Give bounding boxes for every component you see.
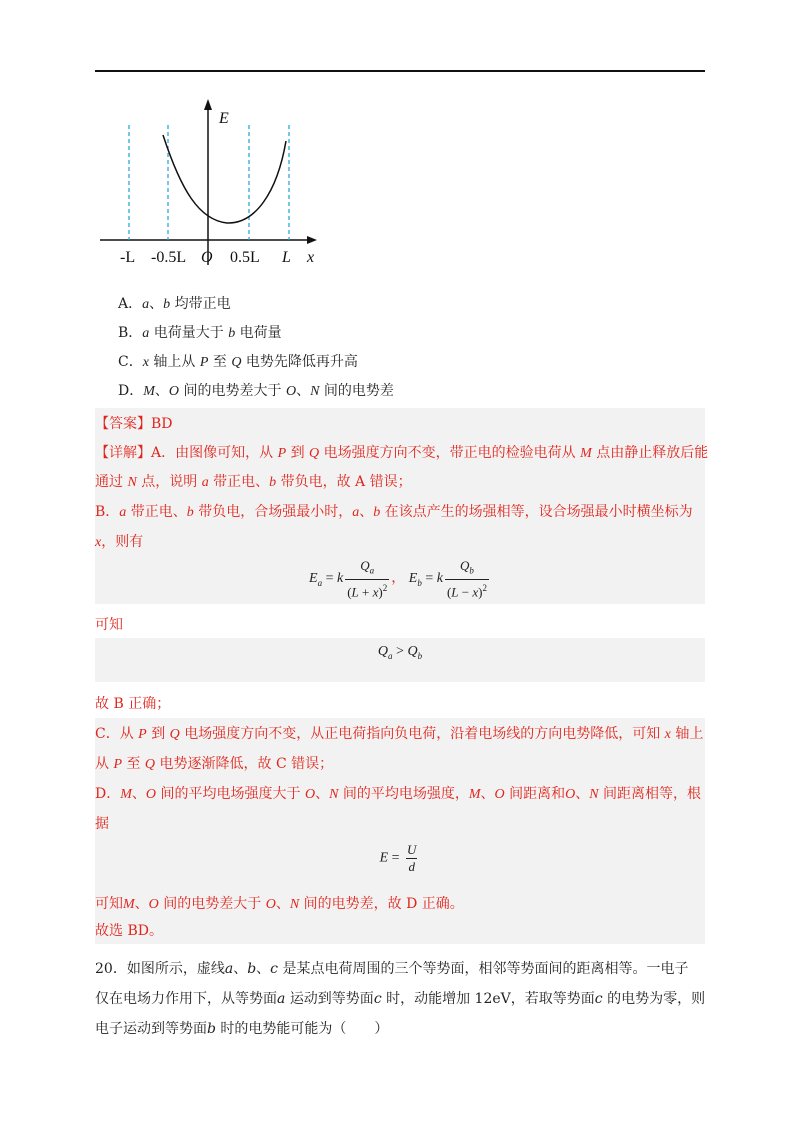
detail-b1-pre: B． bbox=[95, 504, 120, 520]
detail-a2-rest: 带负电，故 A 错误； bbox=[280, 474, 412, 490]
tick-origin: O bbox=[201, 249, 213, 266]
header-rule bbox=[95, 70, 705, 72]
graph-svg bbox=[95, 95, 335, 270]
final-answer-text: 故选 BD。 bbox=[95, 923, 163, 939]
option-c-mid1: 轴上从 bbox=[153, 354, 196, 370]
solution-panel-1 bbox=[95, 408, 709, 604]
tick-neg-l: -L bbox=[120, 249, 136, 266]
detail-a1-rest: 点由静止释放后能 bbox=[596, 445, 709, 461]
detail-b2-rest: ，则有 bbox=[101, 534, 144, 550]
detail-c1-mid2: 电场强度方向不变，从正电荷指向负电荷，沿着电场线的方向电势降低，可知 bbox=[184, 726, 661, 742]
detail-a1-pre: A．由图像可知，从 bbox=[151, 445, 274, 461]
detail-line-3: B．a 带正电、b 带负电，合场强最小时，a、b 在该点产生的场强相等，设合场强最小时横坐标为 bbox=[95, 504, 693, 520]
option-a-prefix: A． bbox=[118, 296, 143, 312]
option-c: C．x 轴上从 P 至 Q 电势先降低再升高 bbox=[118, 354, 358, 370]
option-a: A．a、b 均带正电 bbox=[118, 296, 231, 312]
detail-a1-mid2: 电场强度方向不变，带正电的检验电荷从 bbox=[323, 445, 576, 461]
detail-line-d1: D．M、O 间的平均电场强度大于 O、N 间的平均电场强度，M、O 间距离和O、N 间距离相等，根 bbox=[95, 786, 702, 802]
detail-line-4: x，则有 bbox=[95, 534, 144, 550]
detail-b1-rest: 在该点产生的场强相等，设合场强最小时横坐标为 bbox=[384, 504, 693, 520]
question-20 bbox=[95, 954, 705, 1044]
solution-panel-3 bbox=[95, 718, 705, 944]
formula-coulomb: $E_a = k$ $\frac{Q_a}{(L + x)^2}$ ， $E_b = k$ $\frac{Q_b}{(L - x)^2}$ bbox=[309, 558, 487, 599]
detail-b1-mid2: 带负电，合场强最小时， bbox=[198, 504, 353, 520]
kezhi-line bbox=[95, 615, 123, 635]
kezhi-text: 可知 bbox=[95, 617, 123, 633]
detail-d1-mid1: 间的平均电场强度大于 bbox=[160, 786, 301, 802]
option-d-text: 间的电势差 bbox=[323, 383, 394, 399]
tick-l: L bbox=[282, 249, 291, 266]
detail-d1-mid3: 间距离和 bbox=[509, 786, 566, 802]
answer-options bbox=[118, 294, 394, 410]
q20-l2-mid1: 运动到等势面 bbox=[289, 991, 374, 1007]
q20-line-3: 电子运动到等势面b 时的电势能可能为（ ） bbox=[95, 1021, 389, 1037]
detail-a2-pre: 通过 bbox=[95, 474, 123, 490]
detail-d1-rest: 间距离相等，根 bbox=[603, 786, 702, 802]
y-axis-label: E bbox=[219, 110, 229, 127]
field-curve bbox=[163, 135, 286, 223]
option-b: B．a 电荷量大于 b 电荷量 bbox=[118, 325, 282, 341]
formula-charge-compare: $Q_a > Q_b$ bbox=[377, 644, 423, 661]
detail-a2-mid2: 带正电、 bbox=[213, 474, 270, 490]
tick-neg-half-l: -0.5L bbox=[151, 249, 187, 266]
formula-e-u-d: E = $\frac{U}{d}$ bbox=[379, 842, 417, 874]
detail-d2-text: 据 bbox=[95, 816, 109, 832]
detail-a2-mid1: 点，说明 bbox=[141, 474, 198, 490]
detail-b1-mid1: 带正电、 bbox=[130, 504, 187, 520]
q20-l2-pre: 仅在电场力作用下，从等势面 bbox=[95, 991, 277, 1007]
detail-d3-pre: 可知 bbox=[95, 896, 123, 912]
detail-line-c2: 从 P 至 Q 电势逐渐降低，故 C 错误； bbox=[95, 756, 334, 772]
option-d-prefix: D． bbox=[118, 383, 144, 399]
x-axis-arrow-icon bbox=[307, 236, 317, 244]
q20-line-2: 仅在电场力作用下，从等势面a 运动到等势面c 时，动能增加 12eV，若取等势面c 的电势为零，则 bbox=[95, 991, 706, 1007]
option-a-text: 均带正电 bbox=[174, 296, 231, 312]
option-b-mid: 电荷量大于 bbox=[153, 325, 224, 341]
b-conclusion-line bbox=[95, 694, 170, 714]
detail-a1-mid1: 到 bbox=[290, 445, 305, 461]
answer-line bbox=[95, 414, 173, 434]
q20-l3-pre: 电子运动到等势面 bbox=[95, 1021, 207, 1037]
option-c-prefix: C． bbox=[118, 354, 143, 370]
option-b-text: 电荷量 bbox=[239, 325, 282, 341]
final-answer-line bbox=[95, 921, 163, 941]
detail-line-d2 bbox=[95, 814, 109, 834]
q20-l3-rest: 时的电势能可能为（ ） bbox=[220, 1021, 389, 1037]
option-b-prefix: B． bbox=[118, 325, 143, 341]
detail-line-2: 通过 N 点，说明 a 带正电、b 带负电，故 A 错误； bbox=[95, 474, 412, 490]
b-conclusion-text: 故 B 正确； bbox=[95, 696, 171, 712]
detail-d1-mid2: 间的平均电场强度， bbox=[342, 786, 469, 802]
q20-l2-mid2: 时，动能增加 12eV，若取等势面 bbox=[386, 991, 595, 1007]
detail-c2-rest: 电势逐渐降低，故 C 错误； bbox=[159, 756, 334, 772]
q20-l1-mid: 是某点电荷周围的三个等势面，相邻等势面间的距离相等。一电子 bbox=[282, 961, 689, 977]
detail-c1-mid1: 到 bbox=[151, 726, 166, 742]
answer-value: BD bbox=[151, 416, 173, 432]
e-x-graph bbox=[95, 95, 335, 270]
q20-l1-pre: 20．如图所示，虚线 bbox=[95, 961, 225, 977]
q20-l2-rest: 的电势为零，则 bbox=[607, 991, 706, 1007]
detail-line-d3: 可知M、O 间的电势差大于 O、N 间的电势差，故 D 正确。 bbox=[95, 896, 464, 912]
detail-c2-pre: 从 bbox=[95, 756, 109, 772]
q20-line-1: 20．如图所示，虚线a、b、c 是某点电荷周围的三个等势面，相邻等势面间的距离相等。一电子 bbox=[95, 961, 689, 977]
detail-c1-pre: C．从 bbox=[95, 726, 134, 742]
detail-line-1: 【详解】A．由图像可知，从 P 到 Q 电场强度方向不变，带正电的检验电荷从 M 点由静止释放后能 bbox=[95, 445, 709, 461]
option-d: D．M、O 间的电势差大于 O、N 间的电势差 bbox=[118, 383, 394, 399]
option-d-mid1: 间的电势差大于 bbox=[183, 383, 282, 399]
detail-d3-rest: 间的电势差，故 D 正确。 bbox=[303, 896, 464, 912]
answer-label: 【答案】 bbox=[95, 416, 151, 432]
y-axis-arrow-icon bbox=[204, 99, 212, 110]
tick-half-l: 0.5L bbox=[230, 249, 260, 266]
detail-c1-rest: 轴上 bbox=[675, 726, 704, 742]
solution-panel-2 bbox=[95, 638, 705, 682]
detail-line-c1: C．从 P 到 Q 电场强度方向不变，从正电荷指向负电荷，沿着电场线的方向电势降低，可知 x 轴上 bbox=[95, 726, 704, 742]
detail-d3-mid: 间的电势差大于 bbox=[163, 896, 262, 912]
detail-c2-mid: 至 bbox=[126, 756, 141, 772]
detail-label: 【详解】 bbox=[95, 445, 151, 461]
x-axis-label: x bbox=[307, 249, 315, 266]
option-c-text: 电势先降低再升高 bbox=[245, 354, 358, 370]
option-c-mid2: 至 bbox=[212, 354, 227, 370]
detail-d1-pre: D． bbox=[95, 786, 121, 802]
